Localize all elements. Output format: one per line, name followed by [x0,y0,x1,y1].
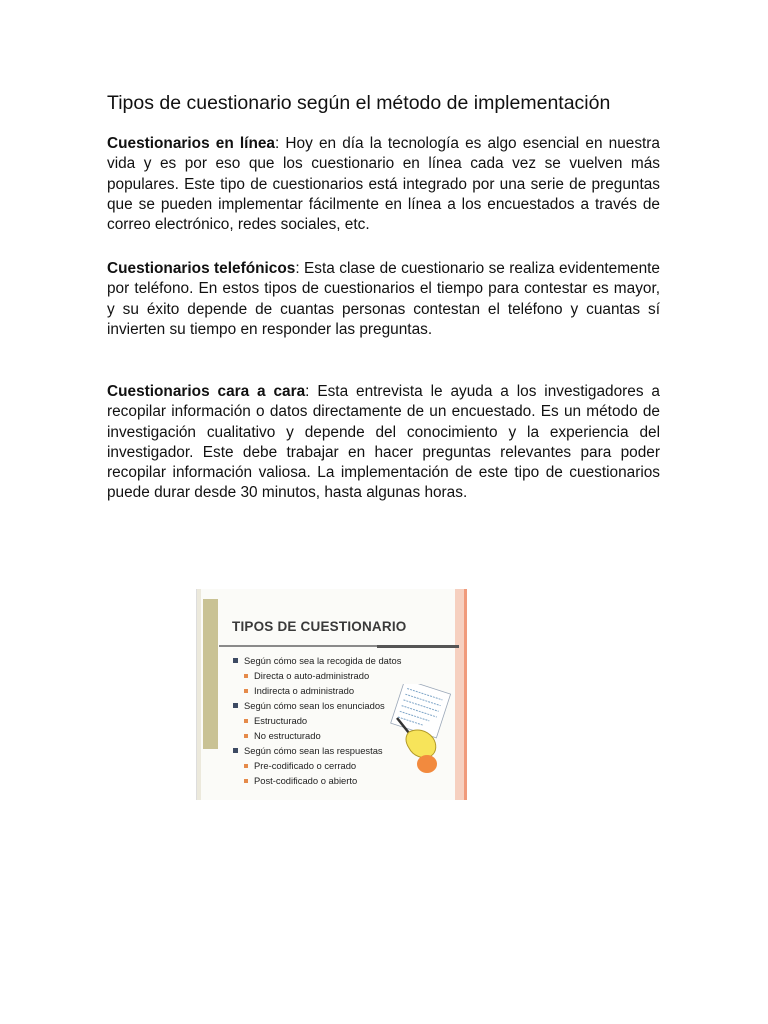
slide-subbullet-label: Pre-codificado o cerrado [254,760,357,771]
slide-subbullet [233,758,401,773]
section-heading: Cuestionarios telefónicos [107,260,296,277]
square-bullet-icon [233,658,238,663]
square-bullet-icon [244,734,248,738]
slide-subbullet-label: No estructurado [254,730,321,741]
section-telephone [107,259,660,340]
slide-accent-bar [203,599,218,749]
slide-subbullet [233,728,401,743]
slide-subbullet-label: Estructurado [254,715,308,726]
section-heading: Cuestionarios cara a cara [107,383,306,400]
square-bullet-icon [244,764,248,768]
section-face-to-face [107,382,660,504]
slide-bullet [233,653,401,668]
slide-bullet-list [233,653,401,788]
square-bullet-icon [244,674,248,678]
slide-subbullet [233,773,401,788]
slide-bullet-label: Según cómo sean las respuestas [244,745,383,756]
square-bullet-icon [244,779,248,783]
slide-subbullet [233,683,401,698]
slide-subbullet-label: Directa o auto-administrado [254,670,370,681]
page-title: Tipos de cuestionario según el método de implementación [107,92,611,114]
slide-bullet [233,698,401,713]
slide-subbullet-label: Post-codificado o abierto [254,775,358,786]
slide-subbullet-label: Indirecta o administrado [254,685,355,696]
slide-left-edge [197,589,201,800]
slide-subbullet [233,713,401,728]
slide-right-stripe-dark [464,589,467,800]
section-text: : Esta clase de cuestionario se realiza evidentemente por teléfono. En estos tipos de cuestionarios el tiempo para contestar es mayor, y su éxito depende de cuantas personas contestan el teléfono y cuantas sí invierten su tiempo en responder las preguntas. [107,260,660,338]
section-heading: Cuestionarios en línea [107,135,275,152]
square-bullet-icon [244,689,248,693]
slide-right-stripe [455,589,464,800]
slide-image [196,589,467,800]
square-bullet-icon [233,703,238,708]
hand-writing-on-paper-icon [387,684,455,784]
section-online [107,134,660,235]
square-bullet-icon [233,748,238,753]
section-text: : Esta entrevista le ayuda a los investigadores a recopilar información o datos directamente de un encuestado. Es un método de investigación cualitativo y depende del conocimiento y la experiencia del investigador. Este debe trabajar en hacer preguntas relevantes para poder recopilar información valiosa. La implementación de este tipo de cuestionarios puede durar desde 30 minutos, hasta algunas horas. [107,383,660,502]
slide-bullet-label: Según cómo sean los enunciados [244,700,385,711]
slide-title: TIPOS DE CUESTIONARIO [232,619,407,634]
slide-bullet-label: Según cómo sea la recogida de datos [244,655,402,666]
square-bullet-icon [244,719,248,723]
section-text: : Hoy en día la tecnología es algo esencial en nuestra vida y es por eso que los cuestionario en línea cada vez se vuelven más populares. Este tipo de cuestionarios está integrado por una serie de preguntas que se pueden implementar fácilmente en línea a los encuestados a través de correo electrónico, redes sociales, etc. [107,135,660,234]
slide-title-rule-accent [377,645,459,648]
slide-bullet [233,743,401,758]
slide-subbullet [233,668,401,683]
